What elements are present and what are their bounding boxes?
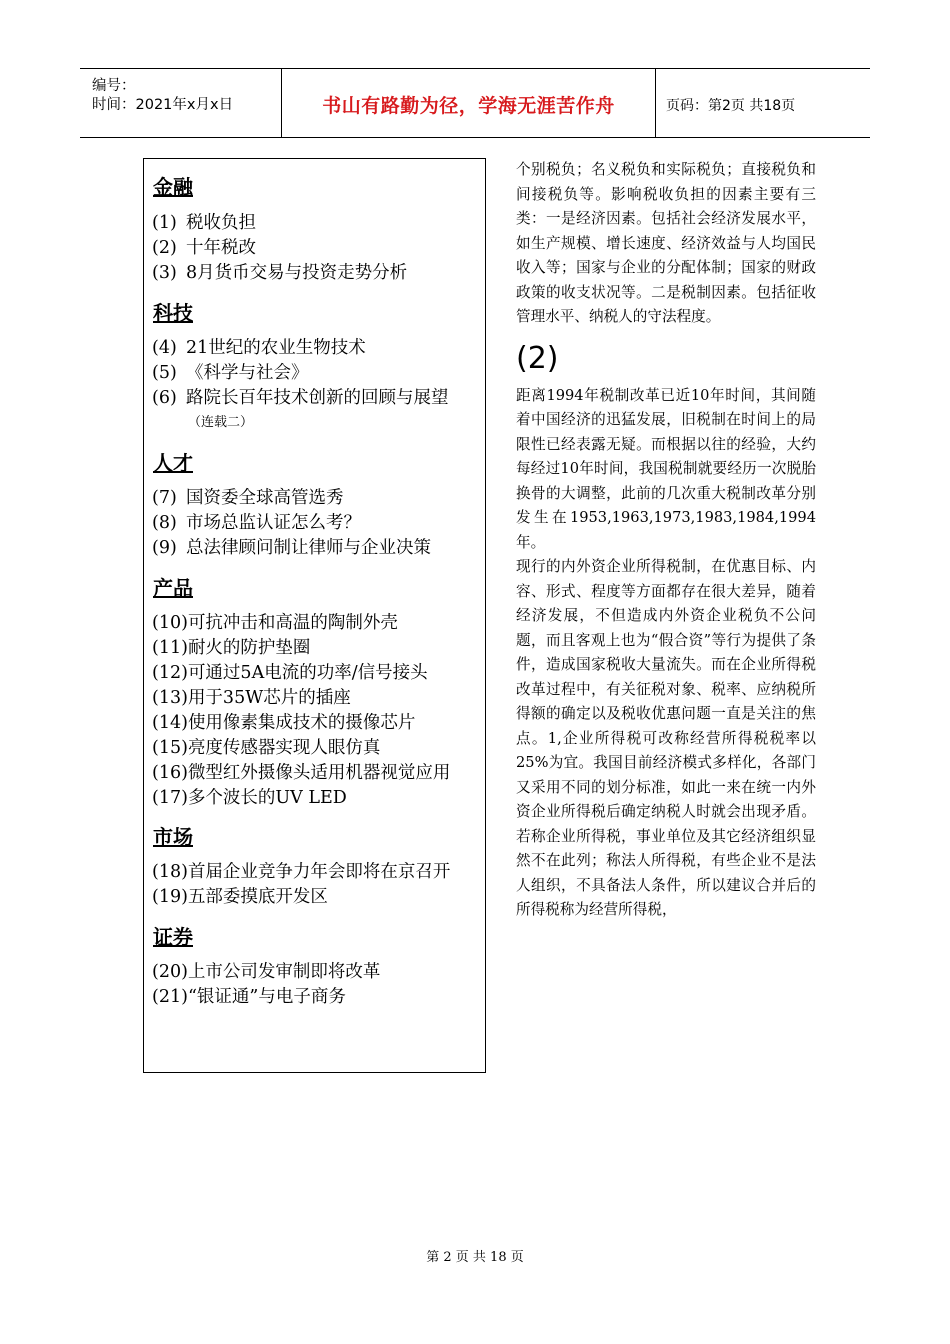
toc-item[interactable] — [152, 784, 347, 809]
toc-item[interactable] — [152, 659, 428, 684]
toc-section-title: 证券 — [153, 925, 193, 949]
toc-item-number: (7) — [152, 488, 177, 508]
toc-item-number: (8) — [152, 513, 177, 533]
toc-section-title: 产品 — [153, 576, 193, 600]
toc-item[interactable] — [152, 234, 256, 259]
toc-item-text: 国资委全球高管选秀 — [186, 488, 344, 508]
toc-section-title: 金融 — [153, 175, 193, 199]
toc-item[interactable] — [152, 684, 351, 709]
toc-item-number: (1) — [152, 213, 177, 233]
toc-item[interactable] — [152, 958, 380, 983]
toc-item-number: (16) — [152, 763, 188, 783]
article-section-heading: (2) — [516, 340, 559, 376]
toc-item[interactable] — [152, 634, 310, 659]
article-paragraph: 距离1994年税制改革已近10年时间，其间随着中国经济的迅猛发展，旧税制在时间上的局限性已经表露无疑。而根据以往的经验，大约每经过10年时间，我国税制就要经历一次脱胎换骨的大调整，此前的几次重大税制改革分别发生在1953,1963,1973,1983,1984,1994年。 — [516, 386, 816, 551]
toc-item-number: (11) — [152, 638, 188, 658]
header-motto: 书山有路勤为径，学海无涯苦作舟 — [322, 95, 615, 117]
toc-item-text: 多个波长的UV LED — [187, 788, 347, 808]
page-header — [80, 68, 870, 138]
toc-item[interactable] — [152, 384, 449, 409]
toc-item[interactable] — [152, 734, 380, 759]
toc-item-number: (6) — [152, 388, 177, 408]
toc-item-text: 21世纪的农业生物技术 — [186, 338, 366, 358]
page-info: 页码：第2页 共18页 — [666, 98, 796, 114]
toc-item-number: (9) — [152, 538, 177, 558]
toc-item-number: (5) — [152, 363, 177, 383]
toc-item-text: 使用像素集成技术的摄像芯片 — [187, 713, 416, 733]
toc-item-number: (17) — [152, 788, 188, 808]
toc-item[interactable] — [152, 509, 361, 534]
toc-item[interactable] — [152, 983, 346, 1008]
toc-section-title: 市场 — [153, 825, 193, 849]
table-of-contents — [143, 158, 486, 1073]
toc-item-number: (2) — [152, 238, 177, 258]
toc-item-number: (3) — [152, 263, 177, 283]
toc-item-text: 亮度传感器实现人眼仿真 — [187, 738, 381, 758]
toc-item-text: 总法律顾问制让律师与企业决策 — [186, 538, 431, 558]
toc-item[interactable] — [152, 359, 309, 384]
toc-item-text: “银证通”与电子商务 — [187, 987, 346, 1007]
article-paragraph: 个别税负；名义税负和实际税负；直接税负和间接税负等。影响税收负担的因素主要有三类：一是经济因素。包括社会经济发展水平，如生产规模、增长速度、经济效益与人均国民收入等；国家与企业的分配体制；国家的财政政策的收支状况等。二是税制因素。包括征收管理水平、纳税人的守法程度。 — [516, 161, 816, 325]
toc-item-text: 微型红外摄像头适用机器视觉应用 — [187, 763, 451, 783]
toc-item-number: (18) — [152, 862, 188, 882]
toc-item-text: 首届企业竞争力年会即将在京召开 — [187, 862, 451, 882]
page-footer: 第 2 页 共 18 页 — [426, 1250, 524, 1265]
header-left-cell — [80, 69, 282, 137]
toc-item-text: 用于35W芯片的插座 — [187, 688, 351, 708]
toc-item-text: 可通过5A电流的功率/信号接头 — [187, 663, 428, 683]
toc-item-number: (12) — [152, 663, 188, 683]
toc-item[interactable] — [152, 334, 366, 359]
toc-item-number: (15) — [152, 738, 188, 758]
toc-item[interactable] — [152, 709, 415, 734]
toc-item-text: 上市公司发审制即将改革 — [187, 962, 381, 982]
toc-item-number: (10) — [152, 613, 188, 633]
number-label: 编号： — [92, 78, 136, 94]
toc-item-text: 可抗冲击和高温的陶制外壳 — [187, 613, 398, 633]
toc-item[interactable] — [152, 759, 450, 784]
toc-item-number: (14) — [152, 713, 188, 733]
article-column — [516, 158, 816, 923]
toc-item-number: (13) — [152, 688, 188, 708]
toc-item-number: (19) — [152, 887, 188, 907]
toc-item-text: 耐火的防护垫圈 — [187, 638, 311, 658]
toc-item-text: 路院长百年技术创新的回顾与展望 — [186, 388, 449, 408]
toc-item[interactable] — [152, 534, 431, 559]
toc-item[interactable] — [152, 609, 398, 634]
time-label: 时间：2021年x月x日 — [92, 97, 234, 113]
toc-item-text: 税收负担 — [186, 213, 256, 233]
toc-item-text: 市场总监认证怎么考？ — [186, 513, 361, 533]
toc-item[interactable] — [152, 484, 344, 509]
toc-item-subtitle: （连载二） — [188, 415, 254, 430]
toc-item[interactable] — [152, 883, 328, 908]
toc-item-text: 五部委摸底开发区 — [187, 887, 328, 907]
toc-item-text: 十年税改 — [186, 238, 256, 258]
toc-item-text: 《科学与社会》 — [186, 363, 309, 383]
article-paragraph: 现行的内外资企业所得税制，在优惠目标、内容、形式、程度等方面都存在很大差异，随着经济发展，不但造成内外资企业税负不公问题，而且客观上也为“假合资”等行为提供了条件，造成国家税收大量流失。而在企业所得税改革过程中，有关征税对象、税率、应纳税所得额的确定以及税收优惠问题一直是关注的焦点。1,企业所得税可改称经营所得税税率以25%为宜。我国目前经济模式多样化，各部门又采用不同的划分标准，如此一来在统一内外资企业所得税后确定纳税人时就会出现矛盾。若称企业所得税，事业单位及其它经济组织显然不在此列；称法人所得税，有些企业不是法人组织，不具备法人条件，所以建议合并后的所得税称为经营所得税， — [516, 558, 816, 918]
toc-section-title: 科技 — [153, 301, 193, 325]
toc-item-number: (20) — [152, 962, 188, 982]
header-motto-cell — [282, 69, 656, 137]
toc-section-title: 人才 — [153, 451, 193, 475]
toc-item[interactable] — [152, 259, 407, 284]
toc-item[interactable] — [152, 858, 450, 883]
header-right-cell — [656, 69, 870, 137]
toc-item-number: (4) — [152, 338, 177, 358]
toc-item-number: (21) — [152, 987, 188, 1007]
toc-item-text: 8月货币交易与投资走势分析 — [186, 263, 408, 283]
toc-item[interactable] — [152, 209, 256, 234]
